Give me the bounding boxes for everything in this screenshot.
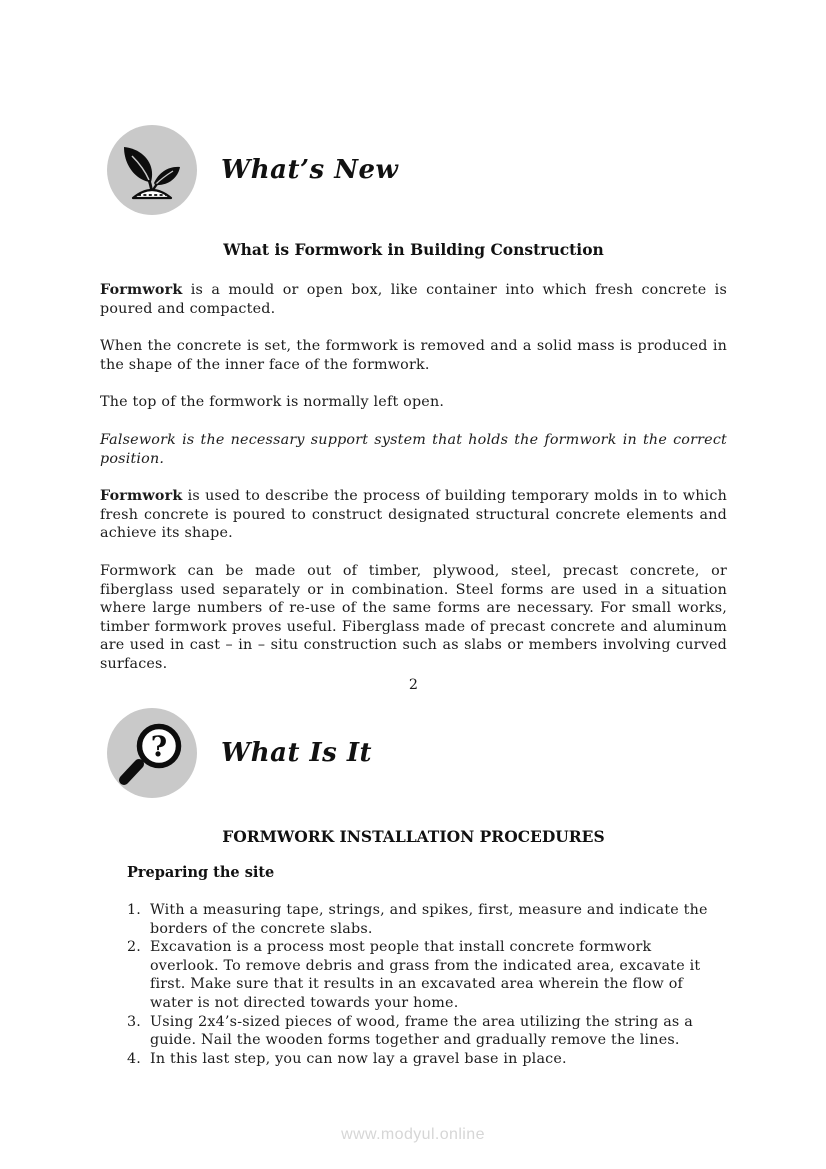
list-item-number: 1. — [127, 902, 142, 918]
page-number: 2 — [408, 676, 419, 693]
site-watermark: www.modyul.online — [341, 1126, 485, 1143]
procedures-heading: FORMWORK INSTALLATION PROCEDURES — [222, 827, 605, 846]
paragraph-lead: Formwork — [100, 488, 183, 505]
paragraph: Formwork can be made out of timber, plywood, steel, precast concrete, or fiberglass used separately or in combination. Steel forms are used in a situation where large numbers of re-use of the same forms are necessary. For small works, timber formwork proves useful. Fiberglass made of precast concrete and aluminum are used in cast – in – situ construction such as slabs or members involving curved surfaces. — [100, 562, 727, 672]
what-is-it-header — [107, 708, 372, 798]
article-heading: What is Formwork in Building Construction — [223, 240, 604, 259]
svg-text:?: ? — [150, 730, 168, 763]
paragraph — [100, 487, 727, 543]
section-title-whats-new: What’s New — [221, 155, 399, 185]
list-item-text: Using 2x4’s-sized pieces of wood, frame the area utilizing the string as a guide. Nail the wooden forms together and gradually remove the lines. — [150, 1013, 693, 1049]
paragraph-text: is used to describe the process of building temporary molds in to which fresh concrete is poured to construct designated structural concrete elements and achieve its shape. — [100, 488, 727, 542]
paragraph — [100, 281, 727, 318]
magnifier-question-icon — [107, 708, 197, 798]
list-item-text: With a measuring tape, strings, and spikes, first, measure and indicate the borders of the concrete slabs. — [150, 902, 708, 937]
list-item — [127, 938, 713, 1012]
list-item-text: In this last step, you can now lay a gravel base in place. — [150, 1050, 567, 1067]
paragraph-lead: Formwork — [100, 282, 183, 298]
list-item-number: 4. — [127, 1050, 142, 1067]
paragraph-text: is a mould or open box, like container into which fresh concrete is poured and compacted. — [100, 282, 727, 317]
list-item-text: Excavation is a process most people that install concrete formwork overlook. To remove debris and grass from the indicated area, excavate it first. Make sure that it results in an excavated area wherein the flow of water is not directed towards your home. — [150, 939, 701, 1011]
section-title-what-is-it: What Is It — [221, 738, 373, 768]
whats-new-header — [107, 125, 398, 215]
paragraph: Falsework is the necessary support system that holds the formwork in the correct position. — [100, 431, 727, 467]
article-body — [100, 281, 727, 694]
paragraph: When the concrete is set, the formwork is removed and a solid mass is produced in the shape of the inner face of the formwork. — [100, 338, 727, 373]
subheading-preparing-the-site: Preparing the site — [127, 864, 275, 881]
list-item-number: 3. — [127, 1013, 142, 1030]
seedling-icon — [107, 125, 197, 215]
procedure-steps-list — [127, 901, 713, 1068]
paragraph: The top of the formwork is normally left open. — [100, 394, 445, 411]
list-item — [127, 1050, 713, 1069]
list-item — [127, 1013, 713, 1050]
list-item-number: 2. — [127, 939, 142, 956]
list-item — [127, 901, 713, 938]
